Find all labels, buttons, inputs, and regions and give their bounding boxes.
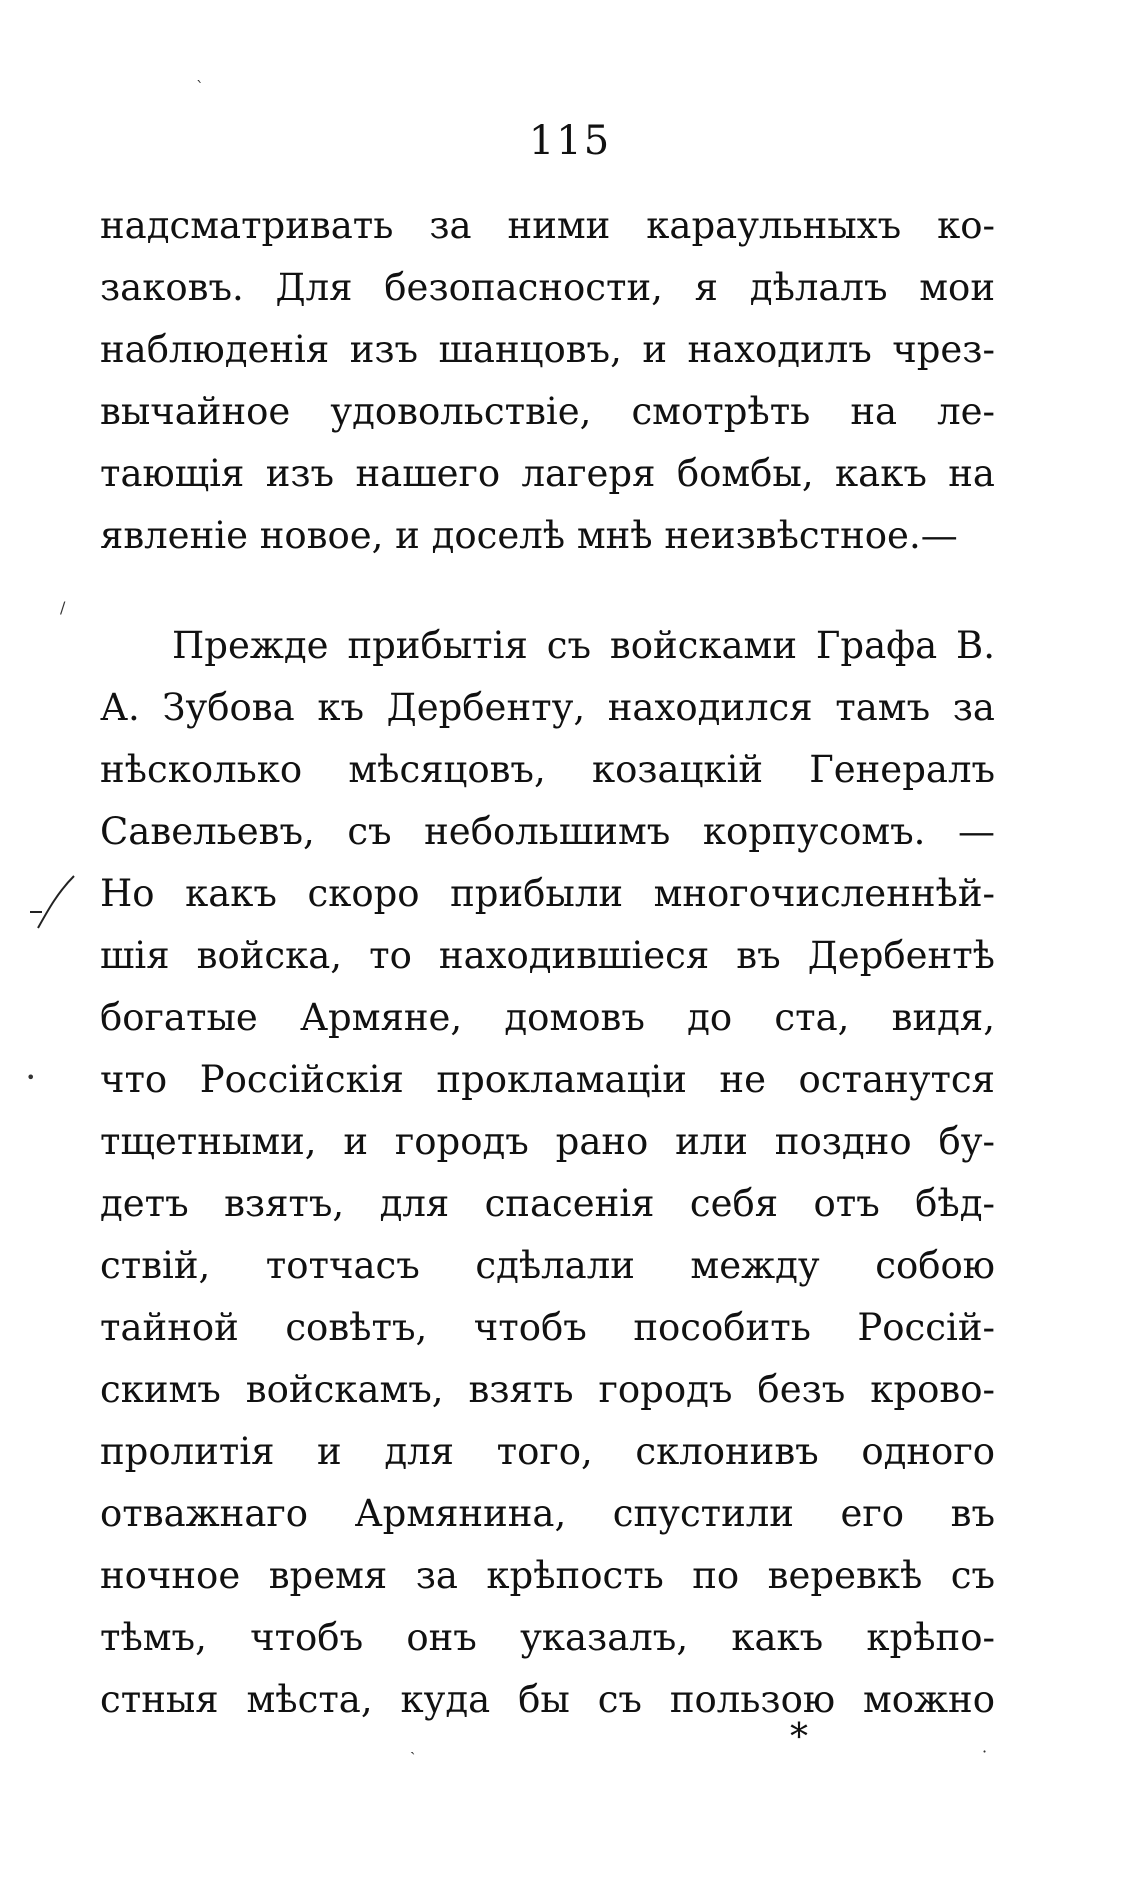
speck-icon: • (26, 1068, 36, 1087)
speck-icon: ˏ (410, 1736, 416, 1755)
speck-icon: / (60, 598, 66, 617)
text-line: что Россійскія прокламаціи не останутся (100, 1058, 995, 1101)
text-line: Но какъ скоро прибыли многочисленнѣй- (100, 872, 995, 915)
text-line: нѣсколько мѣсяцовъ, козацкій Генералъ (100, 748, 995, 791)
catchword: * (790, 1717, 808, 1758)
text-line: наблюденія изъ шанцовъ, и находилъ чрез- (100, 328, 995, 371)
text-line: тающія изъ нашего лагеря бомбы, какъ на (100, 452, 995, 495)
text-line: стныя мѣста, куда бы съ пользою можно (100, 1678, 995, 1721)
text-line: явленіе новое, и доселѣ мнѣ неизвѣстное.— (100, 514, 958, 557)
text-line: Савельевъ, съ небольшимъ корпусомъ. — (100, 810, 995, 853)
text-line: богатые Армяне, домовъ до ста, видя, (100, 996, 995, 1039)
text-line: шія войска, то находившіеся въ Дербентѣ (100, 934, 995, 977)
page-number: 115 (528, 118, 612, 164)
text-line: ночное время за крѣпость по веревкѣ съ (100, 1554, 995, 1597)
text-line: ствій, тотчасъ сдѣлали между собою (100, 1244, 995, 1287)
text-line: пролитія и для того, склонивъ одного (100, 1430, 995, 1473)
text-line: заковъ. Для безопасности, я дѣлалъ мои (100, 266, 995, 309)
text-line: детъ взятъ, для спасенія себя отъ бѣд- (100, 1182, 995, 1225)
text-line: А. Зубова къ Дербенту, находился тамъ за (100, 686, 995, 729)
text-line: надсматривать за ними караульныхъ ко- (100, 204, 995, 247)
text-line: тщетными, и городъ рано или поздно бу- (100, 1120, 995, 1163)
pencil-mark-icon (28, 872, 78, 932)
paragraph-1 (100, 195, 995, 567)
text-line: отважнаго Армянина, спустили его въ (100, 1492, 995, 1535)
speck-icon: ˋ (196, 78, 204, 97)
text-line: скимъ войскамъ, взять городъ безъ крово- (100, 1368, 995, 1411)
text-line: тѣмъ, чтобъ онъ указалъ, какъ крѣпо- (100, 1616, 995, 1659)
speck-icon: · (982, 1742, 988, 1761)
text-line: Прежде прибытія съ войсками Графа В. (172, 624, 995, 667)
text-line: вычайное удовольствіе, смотрѣть на ле- (100, 390, 995, 433)
text-line: тайной совѣтъ, чтобъ пособить Россій- (100, 1306, 995, 1349)
paragraph-2 (100, 615, 995, 1731)
